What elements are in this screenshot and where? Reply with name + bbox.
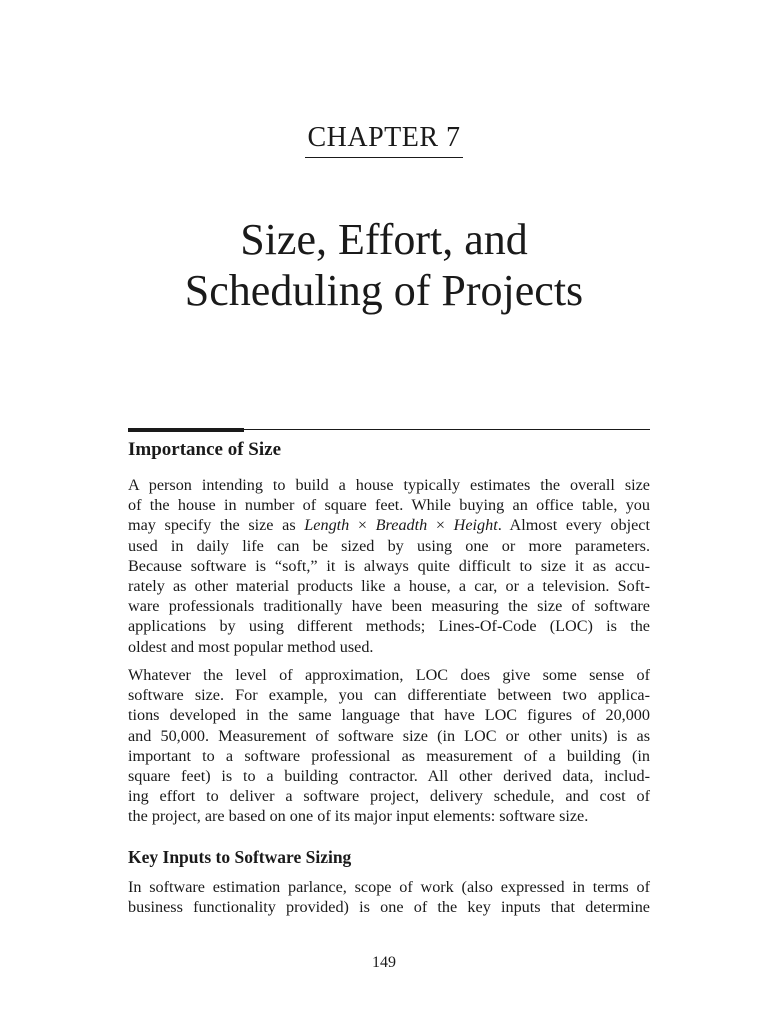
- italic-term-breadth: Breadth: [375, 516, 428, 535]
- text-line: rately as other material products like a house, a car, or a television. Soft-: [128, 577, 650, 596]
- subsection-heading: Key Inputs to Software Sizing: [128, 847, 352, 867]
- italic-term-length: Length: [304, 516, 350, 535]
- text-line: oldest and most popular method used.: [128, 637, 374, 656]
- page-number: 149: [372, 954, 396, 971]
- text-run: . Almost every object: [497, 516, 650, 535]
- text-line: ware professionals traditionally have been measuring the size of software: [128, 597, 650, 616]
- text-line: used in daily life can be sized by using one or more parameters.: [128, 536, 650, 555]
- text-line: applications by using different methods; Lines-Of-Code (LOC) is the: [128, 617, 650, 636]
- text-line: business functionality provided) is one of the key inputs that determine: [128, 898, 650, 917]
- text-line: of the house in number of square feet. While buying an office table, you: [128, 496, 650, 515]
- text-line: A person intending to build a house typically estimates the overall size: [128, 476, 650, 494]
- section-rule-accent: [128, 428, 244, 432]
- text-run: may specify the size as: [128, 516, 305, 535]
- chapter-title-line-2: Scheduling of Projects: [184, 266, 584, 315]
- text-line: square feet) is to a building contractor. All other derived data, includ-: [128, 767, 650, 786]
- chapter-title-line-1: Size, Effort, and: [240, 215, 528, 264]
- text-line: In software estimation parlance, scope of work (also expressed in terms of: [128, 878, 650, 896]
- text-line: the project, are based on one of its major input elements: software size.: [128, 807, 589, 826]
- text-line: Because software is “soft,” it is always quite difficult to size it as accu-: [128, 556, 650, 575]
- times-symbol: ×: [427, 516, 454, 535]
- chapter-label-text: CHAPTER 7: [305, 122, 462, 158]
- italic-term-height: Height: [453, 516, 498, 535]
- paragraph-1: [128, 475, 650, 657]
- text-line: and 50,000. Measurement of software size (in LOC or other units) is as: [128, 726, 650, 745]
- paragraph-3: [128, 877, 650, 917]
- paragraph-2: [128, 665, 650, 827]
- text-line: important to a software professional as measurement of a building (in: [128, 746, 650, 765]
- chapter-label: [0, 122, 768, 158]
- text-line: [128, 515, 650, 535]
- section-heading: Importance of Size: [128, 439, 282, 460]
- text-line: software size. For example, you can differentiate between two applica-: [128, 686, 650, 705]
- chapter-title: [0, 214, 768, 316]
- text-line: Whatever the level of approximation, LOC does give some sense of: [128, 666, 650, 684]
- text-line: tions developed in the same language that have LOC figures of 20,000: [128, 706, 650, 725]
- text-line: ing effort to deliver a software project, delivery schedule, and cost of: [128, 787, 650, 806]
- times-symbol: ×: [349, 516, 376, 535]
